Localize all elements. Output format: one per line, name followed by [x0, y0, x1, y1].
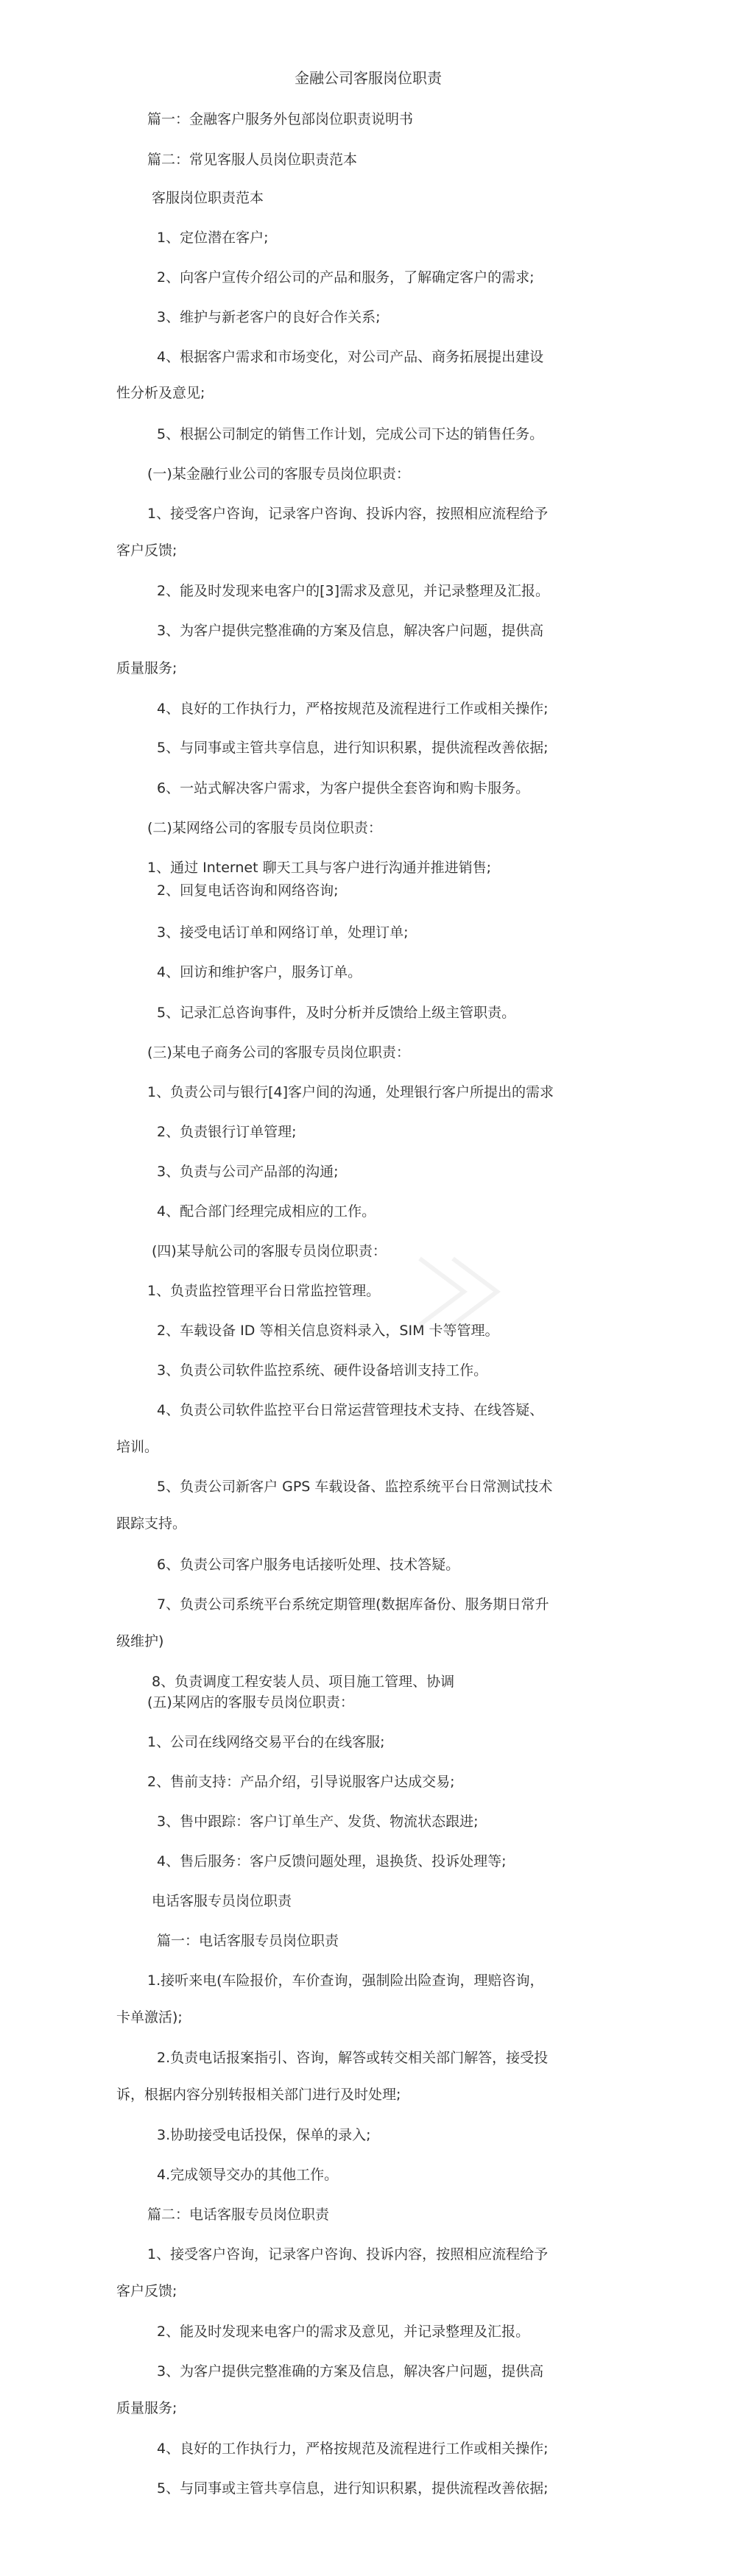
- text-line: 4.完成领导交办的其他工作。: [157, 2167, 339, 2183]
- text-line: 2、售前支持：产品介绍，引导说服客户达成交易;: [147, 1774, 455, 1790]
- text-line: 3、售中跟踪：客户订单生产、发货、物流状态跟进;: [157, 1814, 479, 1830]
- text-line: 跟踪支持。: [116, 1515, 187, 1532]
- text-line: 3、为客户提供完整准确的方案及信息，解决客户问题，提供高: [157, 2363, 544, 2379]
- text-line: 客服岗位职责范本: [152, 190, 264, 206]
- text-line: 1、通过 Internet 聊天工具与客户进行沟通并推进销售;: [147, 860, 492, 876]
- text-line: 质量服务;: [116, 660, 177, 676]
- text-line: 4、配合部门经理完成相应的工作。: [157, 1203, 376, 1220]
- text-line: 2、能及时发现来电客户的需求及意见，并记录整理及汇报。: [157, 2324, 530, 2340]
- text-line: (一)某金融行业公司的客服专员岗位职责：: [147, 466, 410, 482]
- text-line: 篇二：电话客服专员岗位职责: [147, 2207, 330, 2223]
- watermark-chevron-icon: [412, 1251, 515, 1332]
- text-line: 篇一：金融客户服务外包部岗位职责说明书: [147, 111, 414, 127]
- text-line: 培训。: [116, 1439, 159, 1455]
- text-line: 质量服务;: [116, 2400, 177, 2416]
- text-line: (四)某导航公司的客服专员岗位职责：: [152, 1243, 387, 1259]
- text-line: 性分析及意见;: [116, 385, 205, 401]
- text-line: 3.协助接受电话投保，保单的录入;: [157, 2127, 371, 2143]
- text-line: 4、负责公司软件监控平台日常运营管理技术支持、在线答疑、: [157, 1402, 544, 1418]
- text-line: 7、负责公司系统平台系统定期管理(数据库备份、服务期日常升: [157, 1596, 549, 1613]
- text-line: 级维护): [116, 1633, 164, 1649]
- text-line: (二)某网络公司的客服专员岗位职责：: [147, 820, 382, 836]
- text-line: 4、良好的工作执行力，严格按规范及流程进行工作或相关操作;: [157, 2441, 549, 2457]
- text-line: 2、向客户宣传介绍公司的产品和服务，了解确定客户的需求;: [157, 269, 535, 286]
- text-line: (三)某电子商务公司的客服专员岗位职责：: [147, 1044, 410, 1061]
- document-title: 金融公司客服岗位职责: [295, 69, 442, 87]
- text-line: 卡单激活);: [116, 2009, 183, 2025]
- text-line: 1.接听来电(车险报价，车价查询，强制险出险查询，理赔咨询，: [147, 1972, 544, 1989]
- text-line: 2.负责电话报案指引、咨询，解答或转交相关部门解答，接受投: [157, 2050, 549, 2066]
- text-line: 5、记录汇总咨询事件，及时分析并反馈给上级主管职责。: [157, 1005, 516, 1021]
- text-line: 1、公司在线网络交易平台的在线客服;: [147, 1734, 385, 1750]
- text-line: 2、回复电话咨询和网络咨询;: [157, 882, 339, 899]
- text-line: 5、根据公司制定的销售工作计划，完成公司下达的销售任务。: [157, 426, 544, 442]
- text-line: 6、一站式解决客户需求，为客户提供全套咨询和购卡服务。: [157, 780, 530, 796]
- text-line: 5、与同事或主管共享信息，进行知识积累，提供流程改善依据;: [157, 740, 549, 756]
- text-line: 1、接受客户咨询，记录客户咨询、投诉内容，按照相应流程给予: [147, 506, 549, 522]
- text-line: 2、负责银行订单管理;: [157, 1124, 297, 1140]
- text-line: (五)某网店的客服专员岗位职责：: [147, 1694, 354, 1710]
- text-line: 4、良好的工作执行力，严格按规范及流程进行工作或相关操作;: [157, 701, 549, 717]
- text-line: 客户反馈;: [116, 542, 177, 559]
- text-line: 3、接受电话订单和网络订单，处理订单;: [157, 924, 409, 941]
- text-line: 3、为客户提供完整准确的方案及信息，解决客户问题，提供高: [157, 623, 544, 639]
- text-line: 篇二：常见客服人员岗位职责范本: [147, 152, 358, 168]
- text-line: 4、根据客户需求和市场变化，对公司产品、商务拓展提出建设: [157, 349, 544, 365]
- text-line: 1、定位潜在客户;: [157, 230, 269, 246]
- text-line: 4、售后服务：客户反馈问题处理，退换货、投诉处理等;: [157, 1853, 507, 1869]
- text-line: 2、车载设备 ID 等相关信息资料录入，SIM 卡等管理。: [157, 1323, 499, 1339]
- text-line: 1、接受客户咨询，记录客户咨询、投诉内容，按照相应流程给予: [147, 2246, 549, 2262]
- text-line: 3、负责公司软件监控系统、硬件设备培训支持工作。: [157, 1362, 488, 1379]
- text-line: 诉，根据内容分别转报相关部门进行及时处理;: [116, 2087, 401, 2103]
- text-line: 5、负责公司新客户 GPS 车载设备、监控系统平台日常测试技术: [157, 1479, 553, 1495]
- text-line: 客户反馈;: [116, 2283, 177, 2299]
- text-line: 篇一：电话客服专员岗位职责: [157, 1933, 339, 1949]
- text-line: 6、负责公司客户服务电话接听处理、技术答疑。: [157, 1557, 460, 1573]
- text-line: 3、负责与公司产品部的沟通;: [157, 1164, 339, 1180]
- text-line: 电话客服专员岗位职责: [152, 1893, 292, 1909]
- text-line: 8、负责调度工程安装人员、项目施工管理、协调: [152, 1674, 455, 1690]
- text-line: 5、与同事或主管共享信息，进行知识积累，提供流程改善依据;: [157, 2480, 549, 2497]
- text-line: 2、能及时发现来电客户的[3]需求及意见，并记录整理及汇报。: [157, 583, 550, 599]
- text-line: 1、负责监控管理平台日常监控管理。: [147, 1283, 381, 1299]
- text-line: 3、维护与新老客户的良好合作关系;: [157, 309, 381, 325]
- text-line: 1、负责公司与银行[4]客户间的沟通，处理银行客户所提出的需求: [147, 1084, 554, 1100]
- text-line: 4、回访和维护客户，服务订单。: [157, 964, 362, 980]
